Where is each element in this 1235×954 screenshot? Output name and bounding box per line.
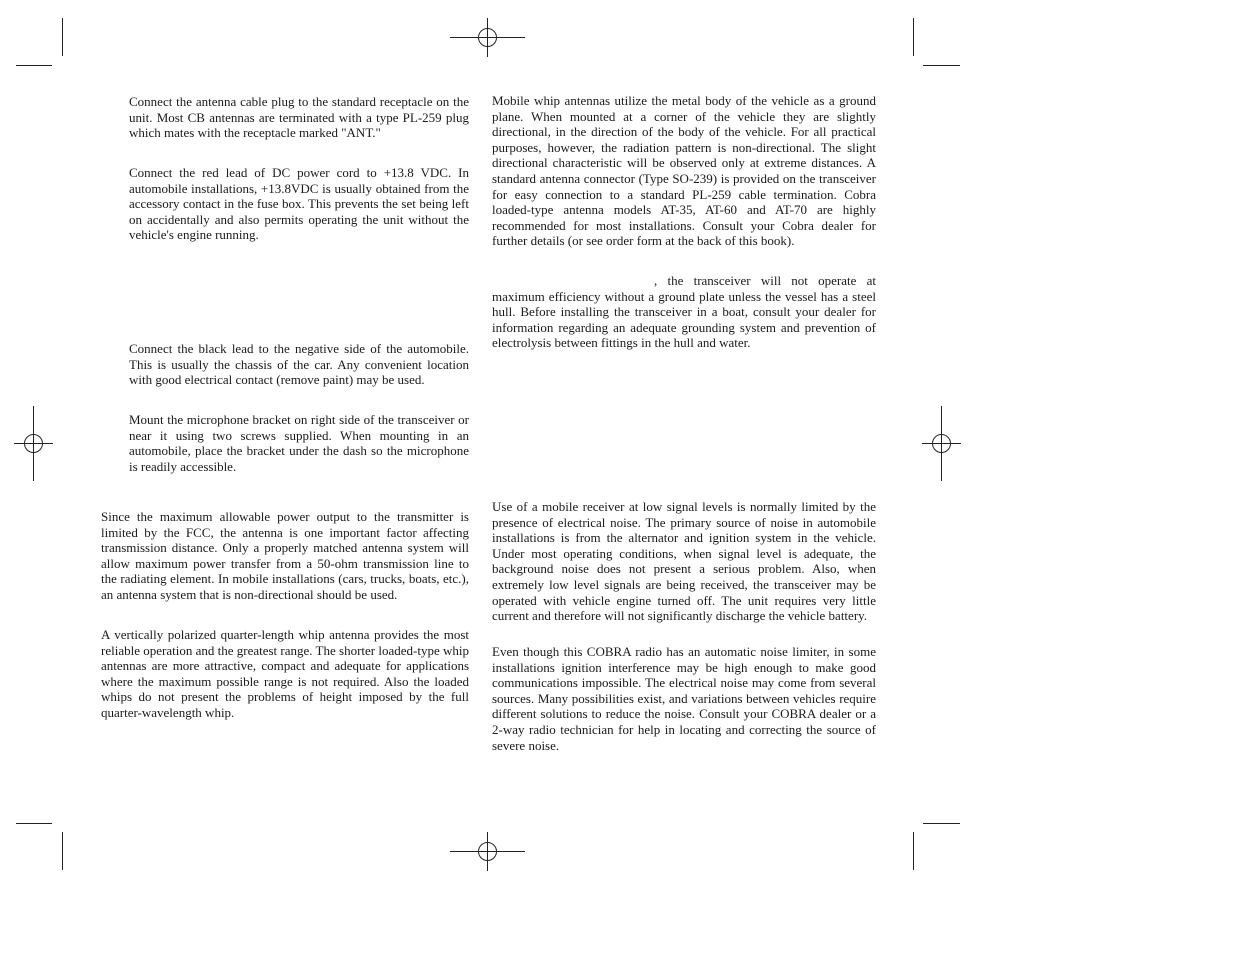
registration-mark-bottom [450, 832, 525, 871]
antenna-connection-paragraph: Connect the antenna cable plug to the standard receptacle on the unit. Most CB antennas are terminated with a type PL-259 plug which mates with the receptacle marked "ANT." [129, 94, 469, 141]
whip-antenna-paragraph: A vertically polarized quarter-length whip antenna provides the most reliable operation and the greatest range. The shorter loaded-type whip antennas are more attractive, compact and adequate for applications where the maximum possible range is not required. Also the loaded whips do not present the problems of height imposed by the full quarter-wavelength whip. [101, 627, 469, 720]
registration-mark-left [14, 406, 53, 481]
registration-mark-top [450, 18, 525, 57]
mobile-whip-paragraph: Mobile whip antennas utilize the metal body of the vehicle as a ground plane. When mounted at a corner of the vehicle they are slightly directional, in the direction of the body of the vehicle. For all practical purposes, however, the radiation pattern is non-directional. The slight directional characteristic will be observed only at extreme distances. A standard antenna connector (Type SO-239) is provided on the transceiver for easy connection to a standard PL-259 cable termination. Cobra loaded-type antenna models AT-35, AT-60 and AT-70 are highly recommended for most installations. Consult your Cobra dealer for further details (or see order form at the back of this book). [492, 93, 876, 249]
power-red-lead-paragraph: Connect the red lead of DC power cord to +13.8 VDC. In automobile installations, +13.8VDC is usually obtained from the accessory contact in the fuse box. This prevents the set being left on accidentally and also permits operating the unit without the vehicle's engine running. [129, 165, 469, 243]
electrical-noise-paragraph: Use of a mobile receiver at low signal levels is normally limited by the presence of electrical noise. The primary source of noise in automobile installations is from the alternator and ignition system in the vehicle. Under most operating conditions, when signal level is adequate, the background noise does not present a serious problem. Also, when extremely low level signals are being received, the transceiver may be operated with vehicle engine turned off. The unit requires very little current and therefore will not significantly discharge the vehicle battery. [492, 499, 876, 624]
antenna-power-paragraph: Since the maximum allowable power output to the transmitter is limited by the FCC, the antenna is one important factor affecting transmission distance. Only a properly matched antenna system will allow maximum power transfer from a 50-ohm transmission line to the radiating element. In mobile installations (cars, trucks, boats, etc.), an antenna system that is non-directional should be used. [101, 509, 469, 602]
registration-mark-right [922, 406, 961, 481]
ground-black-lead-paragraph: Connect the black lead to the negative side of the automobile. This is usually the chassis of the car. Any convenient location with good electrical contact (remove paint) may be used. [129, 341, 469, 388]
noise-limiter-paragraph: Even though this COBRA radio has an automatic noise limiter, in some installations ignition interference may be high enough to make good communications impossible. The electrical noise may come from several sources. Many possibilities exist, and variations between vehicles require different solutions to reduce the noise. Consult your COBRA dealer or a 2-way radio technician for help in locating and correcting the source of severe noise. [492, 644, 876, 753]
microphone-bracket-paragraph: Mount the microphone bracket on right side of the transceiver or near it using two screws supplied. When mounting in an automobile, place the bracket under the dash so the microphone is readily accessible. [129, 412, 469, 474]
marine-ground-paragraph: , the transceiver will not operate at maximum efficiency without a ground plate unless the vessel has a steel hull. Before installing the transceiver in a boat, consult your dealer for information regarding an adequate grounding system and prevention of electrolysis between fittings in the hull and water. [492, 273, 876, 351]
